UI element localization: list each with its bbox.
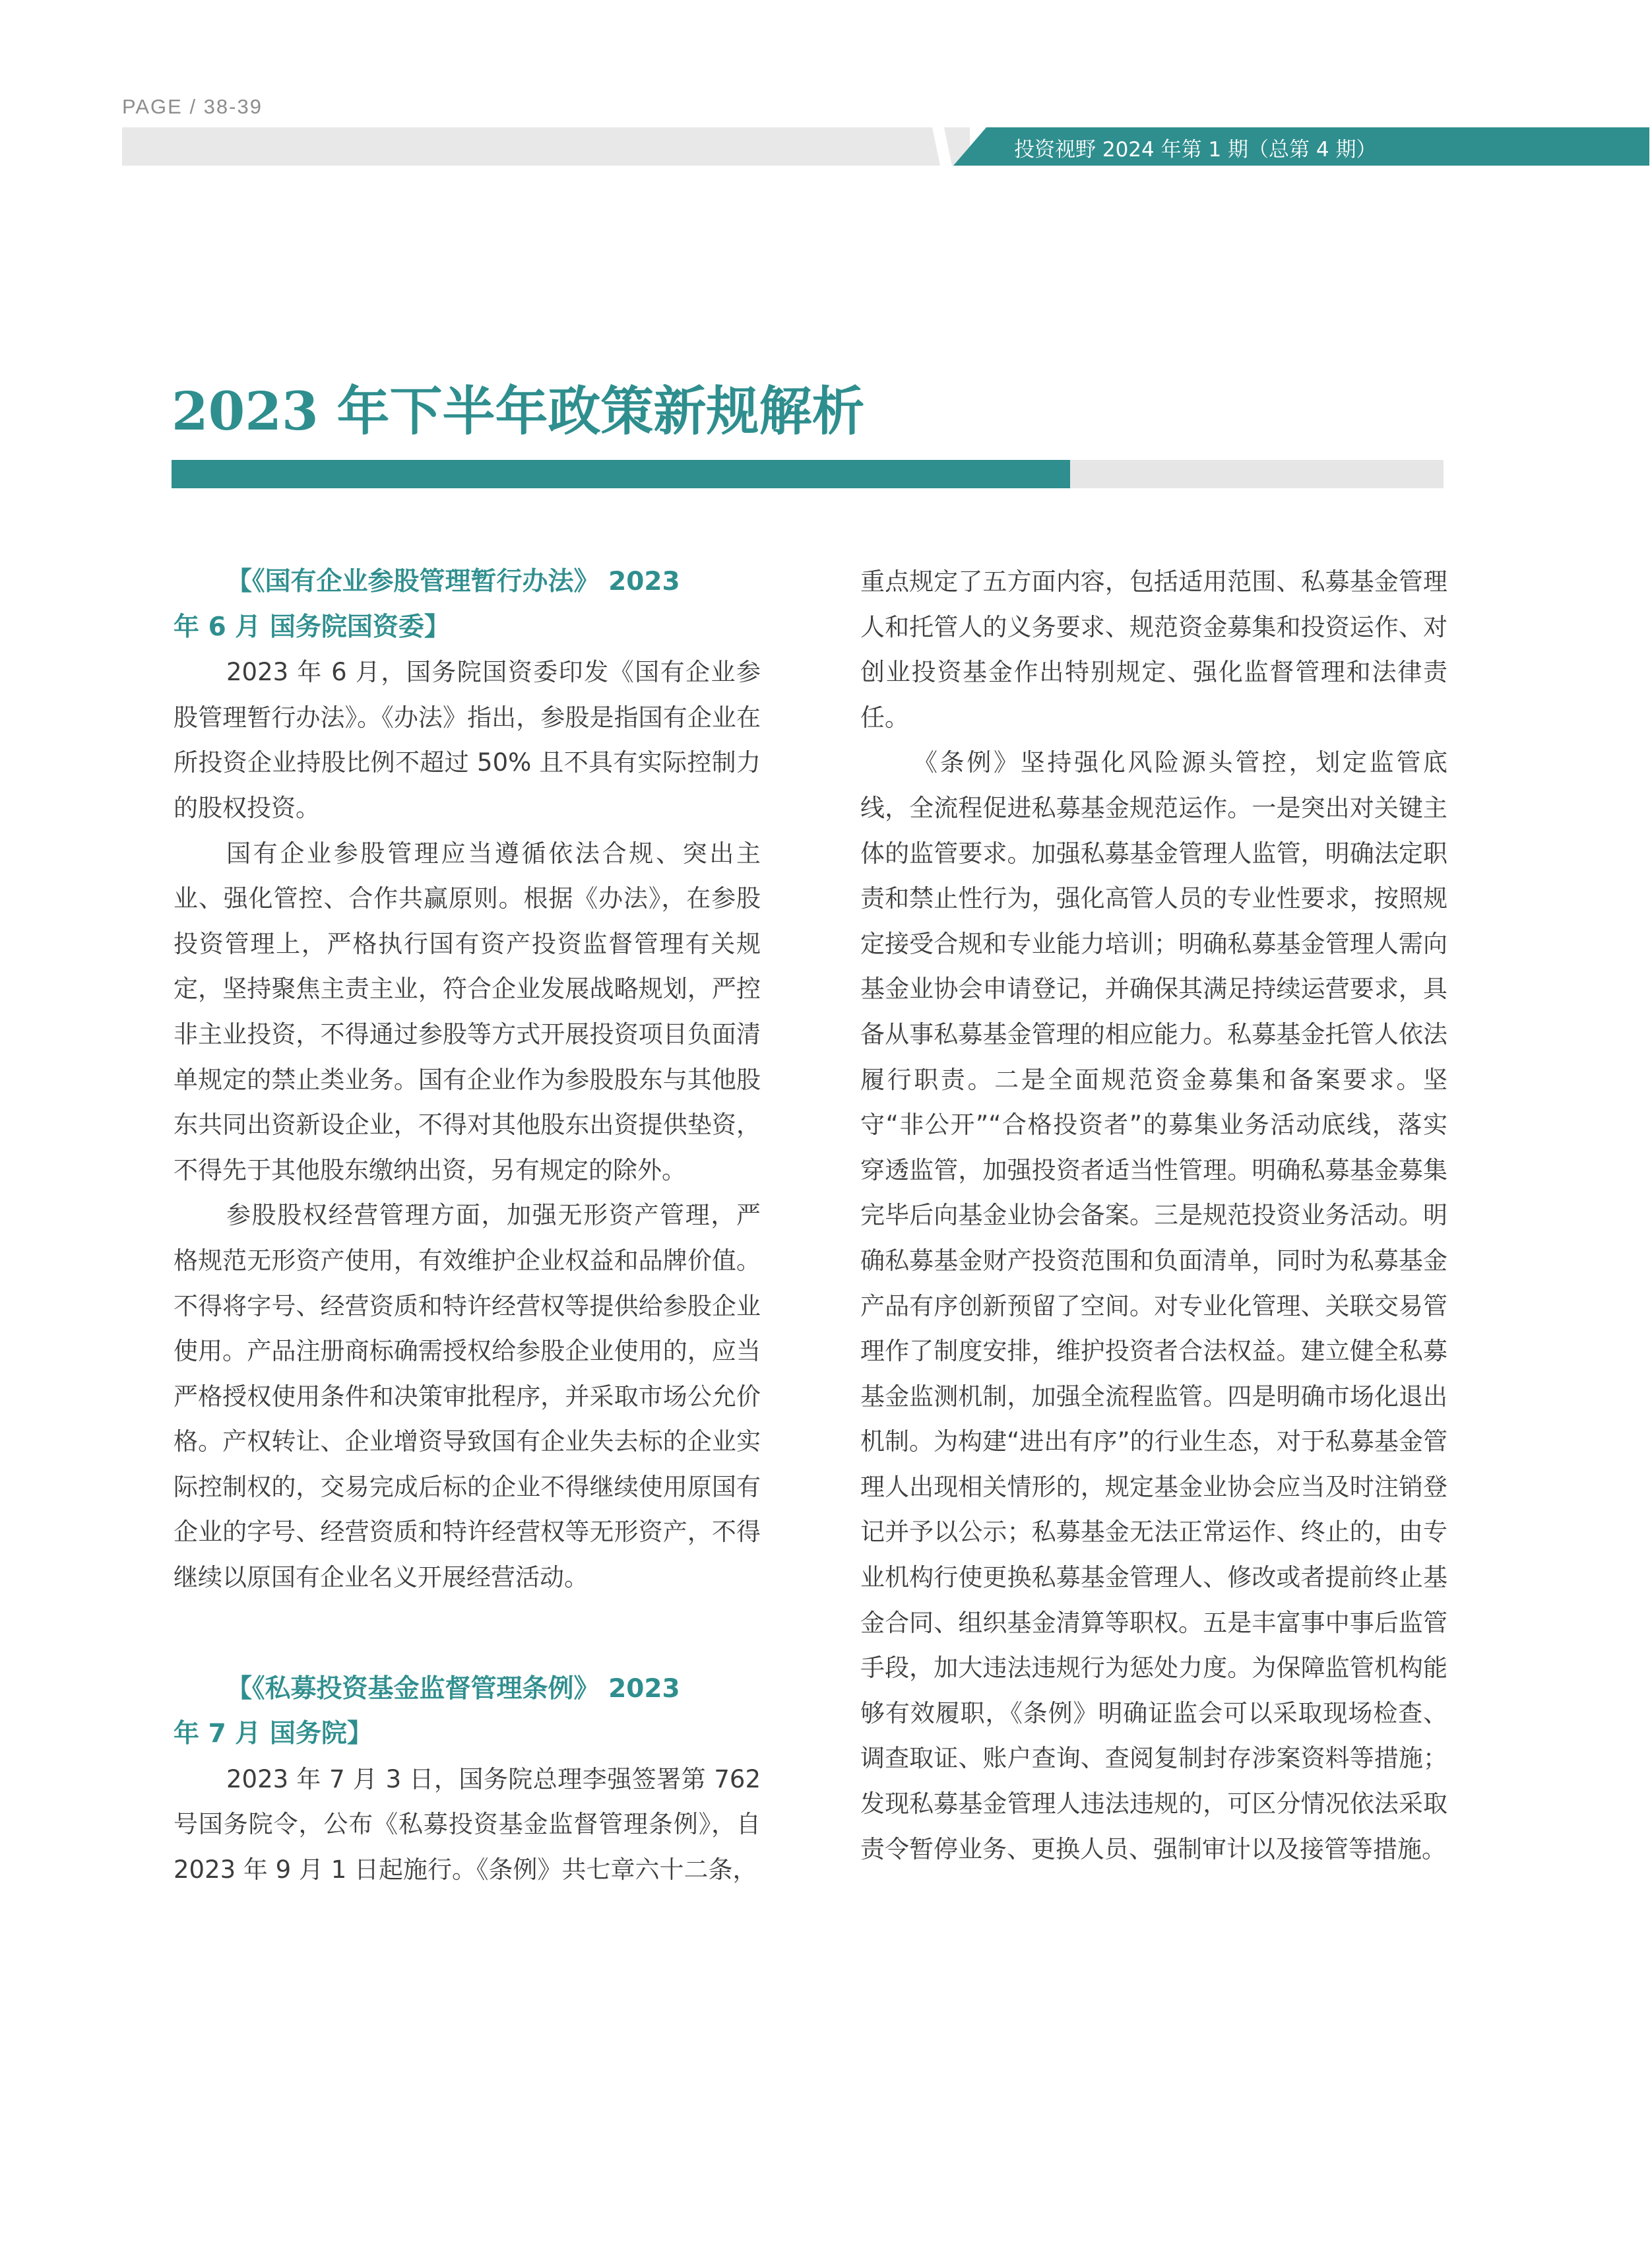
header-band [122,127,1649,166]
title-underline-bar [172,460,1444,488]
magazine-issue-label: 投资视野 2024 年第 1 期（总第 4 期） [1014,138,1377,162]
article-title: 2023 年下半年政策新规解析 [172,379,865,442]
title-underline-accent [172,460,1070,488]
section-heading-line: 【《私募投资基金监督管理条例》 2023 [226,1673,680,1704]
section-heading-private-fund [174,1667,761,1757]
section-heading-line: 年 6 月 国务院国资委】 [174,612,450,642]
right-column [860,560,1447,1872]
paragraph: 参股股权经营管理方面，加强无形资产管理，严格规范无形资产使用，有效维护企业权益和品牌价值。不得将字号、经营资质和特许经营权等提供给参股企业使用。产品注册商标确需授权给参股企业使用的，应当严格授权使用条件和决策审批程序，并采取市场公允价格。产权转让、企业增资导致国有企业失去标的企业实际控制权的，交易完成后标的企业不得继续使用原国有企业的字号、经营资质和特许经营权等无形资产，不得继续以原国有企业名义开展经营活动。 [174,1201,761,1592]
section-gap [174,1601,761,1667]
paragraph-continued: 重点规定了五方面内容，包括适用范围、私募基金管理人和托管人的义务要求、规范资金募集和投资运作、对创业投资基金作出特别规定、强化监督管理和法律责任。 [860,567,1447,732]
paragraph: 2023 年 6 月，国务院国资委印发《国有企业参股管理暂行办法》。《办法》指出，参股是指国有企业在所投资企业持股比例不超过 50% 且不具有实际控制力的股权投资。 [174,658,761,822]
header-grey-strip [122,127,970,166]
left-column [174,560,761,1893]
section-heading-soe-equity [174,560,761,650]
paragraph: 《条例》坚持强化风险源头管控，划定监管底线，全流程促进私募基金规范运作。一是突出对关键主体的监管要求。加强私募基金管理人监管，明确法定职责和禁止性行为，强化高管人员的专业性要求，按照规定接受合规和专业能力培训；明确私募基金管理人需向基金业协会申请登记，并确保其满足持续运营要求，具备从事私募基金管理的相应能力。私募基金托管人依法履行职责。二是全面规范资金募集和备案要求。坚守“非公开”“合格投资者”的募集业务活动底线，落实穿透监管，加强投资者适当性管理。明确私募基金募集完毕后向基金业协会备案。三是规范投资业务活动。明确私募基金财产投资范围和负面清单，同时为私募基金产品有序创新预留了空间。对专业化管理、关联交易管理作了制度安排，维护投资者合法权益。建立健全私募基金监测机制，加强全流程监管。四是明确市场化退出机制。为构建“进出有序”的行业生态，对于私募基金管理人出现相关情形的，规定基金业协会应当及时注销登记并予以公示；私募基金无法正常运作、终止的，由专业机构行使更换私募基金管理人、修改或者提前终止基金合同、组织基金清算等职权。五是丰富事中事后监管手段，加大违法违规行为惩处力度。为保障监管机构能够有效履职，《条例》明确证监会可以采取现场检查、调查取证、账户查询、查阅复制封存涉案资料等措施；发现私募基金管理人违法违规的，可区分情况依法采取责令暂停业务、更换人员、强制审计以及接管等措施。 [860,748,1447,1863]
page-number-label: PAGE / 38-39 [122,95,263,118]
section-heading-line: 【《国有企业参股管理暂行办法》 2023 [226,567,680,596]
section-heading-line: 年 7 月 国务院】 [174,1719,373,1749]
paragraph: 2023 年 7 月 3 日，国务院总理李强签署第 762 号国务院令，公布《私募投资基金监督管理条例》，自 2023 年 9 月 1 日起施行。《条例》共七章六十二条， [174,1764,761,1884]
paragraph: 国有企业参股管理应当遵循依法合规、突出主业、强化管控、合作共赢原则。根据《办法》，在参股投资管理上，严格执行国有资产投资监督管理有关规定，坚持聚焦主责主业，符合企业发展战略规划，严控非主业投资，不得通过参股等方式开展投资项目负面清单规定的禁止类业务。国有企业作为参股股东与其他股东共同出资新设企业，不得对其他股东出资提供垫资，不得先于其他股东缴纳出资，另有规定的除外。 [174,839,761,1184]
